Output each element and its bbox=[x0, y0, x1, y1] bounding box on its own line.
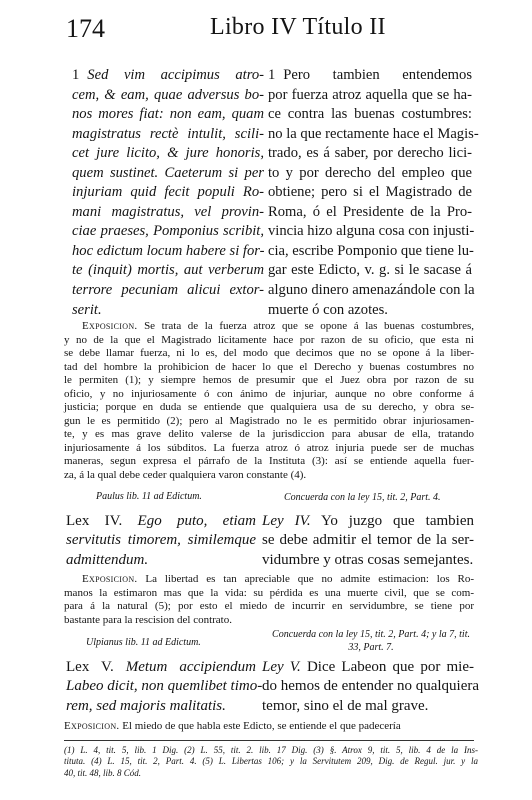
law4-latin-text bbox=[66, 512, 256, 570]
law5-latin-line bbox=[66, 658, 256, 677]
law3-exposicion bbox=[64, 320, 474, 482]
law4-exposicion bbox=[64, 573, 474, 627]
law5-spanish-line-text: Dice Labeon que por mie- bbox=[300, 659, 474, 675]
law3-latin-line: cem, & eam, quae adversus bo- bbox=[72, 86, 264, 103]
law3-latin-line: magistratus rectè intulit, scili- bbox=[72, 125, 264, 142]
law4-latin-line bbox=[66, 512, 256, 531]
law3-exposicion-line-text: Se trata de la fuerza atroz que se opone á las buenas costumbres, bbox=[144, 320, 475, 332]
law4-exposicion-line: manos la estimaron mas que la vida: su pérdida es una muerte civil, que se com- bbox=[64, 586, 474, 599]
law3-exposicion-line: oficio, y no injuriosamente ó con ánimo de injuriar, aunque no obre conforme á bbox=[64, 387, 474, 400]
law5-concordance-line: 33, Part. 7. bbox=[348, 642, 394, 653]
law3-spanish-line: ce contra las buenas costumbres: bbox=[268, 106, 472, 123]
law3-latin-line bbox=[72, 66, 264, 86]
law3-latin-line: terrore pecuniam alicui extor- bbox=[72, 282, 264, 299]
law3-spanish-line: vincia hizo alguna cosa con injusti- bbox=[268, 223, 475, 240]
law4-latin-line bbox=[66, 531, 256, 550]
law3-spanish-line: obtiene; pero si el Magistrado de bbox=[268, 184, 472, 201]
law3-latin-line-text: Sed vim accipimus atro- bbox=[87, 67, 264, 83]
law3-spanish-line: cia, escribe Pomponio que tiene lu- bbox=[268, 242, 474, 259]
footnote-line: (1) L. 4, tit. 5, lib. 1 Dig. (2) L. 55, tit. 2. lib. 17 Dig. (3) §. Atrox 9, tit. 5, lib. 4 de la Ins- bbox=[64, 745, 478, 755]
law5-concordance-line: Concuerda con la ley 15, tit. 2, Part. 4; y la 7, tit. bbox=[272, 629, 470, 640]
law5-spanish-line-text: temor, sino el de mal grave. bbox=[262, 697, 429, 714]
law3-exposicion-line: justicia; porque en duda se entiende que qualquiera usa de su derecho, y obra se- bbox=[64, 401, 474, 413]
law3-spanish-line: gar este Edicto, v. g. si le sacase á bbox=[268, 262, 472, 279]
law4-spanish-line-text: Yo juzgo que tambien bbox=[310, 513, 474, 529]
law3-latin-line: injuriam quid fecit populi Ro- bbox=[72, 184, 264, 201]
law5-spanish-line bbox=[262, 658, 474, 677]
law3-latin-line: te (inquit) mortis, aut verberum bbox=[72, 262, 264, 279]
law3-exposicion-line bbox=[64, 320, 474, 334]
page-number: 174 bbox=[66, 14, 105, 43]
law3-latin-paragraph-number: 1 bbox=[72, 67, 80, 83]
law5-latin-line bbox=[66, 697, 256, 716]
law5-latin-line-text: Labeo dicit, non quemlibet timo- bbox=[66, 678, 263, 695]
law3-exposicion-line: se debe llamar fuerza, ni lo es, del modo que decimos que no se opone á la liber- bbox=[64, 347, 474, 359]
law3-latin-line: cet jure licito, & jure honoris, bbox=[72, 145, 264, 162]
law3-exposicion-line: za, á la qual debe ceder qualquiera varon constante (4). bbox=[64, 468, 307, 481]
law4-spanish-text bbox=[262, 512, 474, 570]
law3-exposicion-line: gun le es permitido (2); pero al Magistrado no le es permitido obrar injuriosamen- bbox=[64, 414, 474, 427]
law4-exposicion-line-text: La libertad es tan apreciable que no admite estimacion: los Ro- bbox=[145, 573, 474, 585]
footnote-rule bbox=[64, 740, 474, 741]
law5-spanish-text bbox=[262, 658, 480, 716]
law3-spanish-line: no la que rectamente hace el Magis- bbox=[268, 125, 479, 142]
law3-exposicion-label: Exposicion. bbox=[82, 320, 138, 332]
law4-spanish-line bbox=[262, 512, 474, 531]
law5-exposicion-text: El miedo de que habla este Edicto, se entiende el que padecería bbox=[122, 720, 401, 732]
law3-latin-line: hoc edictum locum habere si for- bbox=[72, 242, 265, 259]
law4-spanish-line-text: vidumbre y otras cosas semejantes. bbox=[262, 551, 474, 568]
law3-latin-line: nos mores fiat: non eam, quam bbox=[72, 106, 264, 123]
law3-latin-line: serit. bbox=[72, 301, 102, 318]
law4-latin-line-text: Ego puto, etiam bbox=[137, 513, 256, 529]
law3-spanish-line: to y por derecho del empleo que bbox=[268, 164, 472, 181]
law3-spanish-line: Roma, ó el Presidente de la Pro- bbox=[268, 203, 472, 220]
law5-exposicion-label: Exposicion. bbox=[64, 720, 120, 732]
law4-exposicion-line: bastante para la rescision del contrato. bbox=[64, 613, 232, 626]
law4-exposicion-line bbox=[64, 573, 474, 587]
law3-spanish-line: trado, es á saber, por derecho lici- bbox=[268, 145, 472, 162]
law3-exposicion-line: tad del hombre la prohibicion de hacer lo que el Derecho y buenas costumbres no bbox=[64, 360, 474, 373]
law5-exposicion bbox=[64, 720, 474, 734]
law4-latin-line bbox=[66, 551, 256, 570]
law3-exposicion-line: le permiten (1); y siempre hemos de presumir que el Juez obra por razon de su bbox=[64, 374, 474, 386]
law3-spanish-line bbox=[268, 66, 472, 86]
law3-spanish-line: por fuerza atroz aquella que se ha- bbox=[268, 86, 472, 103]
footnote-line: tituta. (4) L. 15, tit. 2, Part. 4. (5) L. Libertas 106; y la Servitutem 209, Dig. de Regul. jur. y la bbox=[64, 756, 478, 767]
law4-spanish-line bbox=[262, 551, 474, 570]
law3-latin-line: ciae praeses, Pomponius scribit, bbox=[72, 223, 264, 240]
law3-latin-text bbox=[72, 66, 264, 320]
law4-exposicion-label: Exposicion. bbox=[82, 573, 138, 585]
footnote-line: 40, tit. 48, lib. 8 Cód. bbox=[64, 767, 142, 778]
law4-latin-line-text: servitutis timorem, similemque bbox=[66, 532, 256, 549]
law4-latin-line-text: admittendum. bbox=[66, 551, 149, 568]
law5-spanish-heading: Ley V. bbox=[262, 659, 301, 675]
law5-spanish-line bbox=[262, 697, 474, 716]
law4-exposicion-line: para á la natural (5); por esto el miedo de incurrir en servidumbre, se tiene por bbox=[64, 600, 474, 612]
law3-exposicion-line: maneras, segun expresa el párrafo de la Instituta (3): así se entiende aquella fuer- bbox=[64, 455, 474, 467]
law3-spanish-line: alguno dinero amenazándole con la bbox=[268, 282, 475, 299]
law3-latin-line: quem sustinet. Caeterum si per bbox=[72, 164, 264, 181]
law3-latin-line: mani magistratus, vel provin- bbox=[72, 203, 264, 220]
law5-latin-line bbox=[66, 677, 263, 696]
law4-source: Paulus lib. 11 ad Edictum. bbox=[96, 491, 202, 502]
law4-spanish-line-text: se debe admitir el temor de la ser- bbox=[262, 532, 474, 549]
law5-latin-line-text: Metum accipiendum bbox=[125, 659, 256, 675]
law4-latin-heading: Lex IV. bbox=[66, 513, 138, 529]
running-title: Libro IV Título II bbox=[210, 14, 386, 40]
law4-spanish-heading: Ley IV. bbox=[262, 513, 311, 529]
law5-source: Ulpianus lib. 11 ad Edictum. bbox=[86, 637, 201, 648]
law5-spanish-line-text: do hemos de entender no qualquiera bbox=[262, 678, 480, 695]
law5-spanish-line bbox=[262, 677, 480, 696]
page-header bbox=[66, 8, 486, 48]
law4-spanish-line bbox=[262, 531, 474, 550]
law5-latin-heading: Lex V. bbox=[66, 659, 126, 675]
law3-spanish-line: muerte ó con azotes. bbox=[268, 301, 388, 318]
law3-exposicion-line: te, y es mas grave delito valerse de la jurisdiccion para abusar de ella, tratando bbox=[64, 428, 474, 440]
law5-concordance bbox=[268, 628, 474, 654]
law3-exposicion-line: injuriosamente á los súbditos. La fuerza atroz ó atroz injuria puede ser de muchas bbox=[64, 441, 474, 454]
law5-latin-text bbox=[66, 658, 263, 716]
footnotes bbox=[64, 745, 478, 779]
law5-latin-line-text: rem, sed majoris malitatis. bbox=[66, 697, 226, 714]
law3-spanish-text bbox=[268, 66, 479, 320]
law4-concordance: Concuerda con la ley 15, tit. 2, Part. 4. bbox=[284, 492, 441, 503]
law3-spanish-paragraph-number: 1 bbox=[268, 67, 276, 83]
law3-exposicion-line: y no de la que el Magistrado lícitamente hace por razon de su oficio, que esta ni bbox=[64, 333, 474, 346]
law3-spanish-line-text: Pero tambien entendemos bbox=[283, 67, 472, 83]
